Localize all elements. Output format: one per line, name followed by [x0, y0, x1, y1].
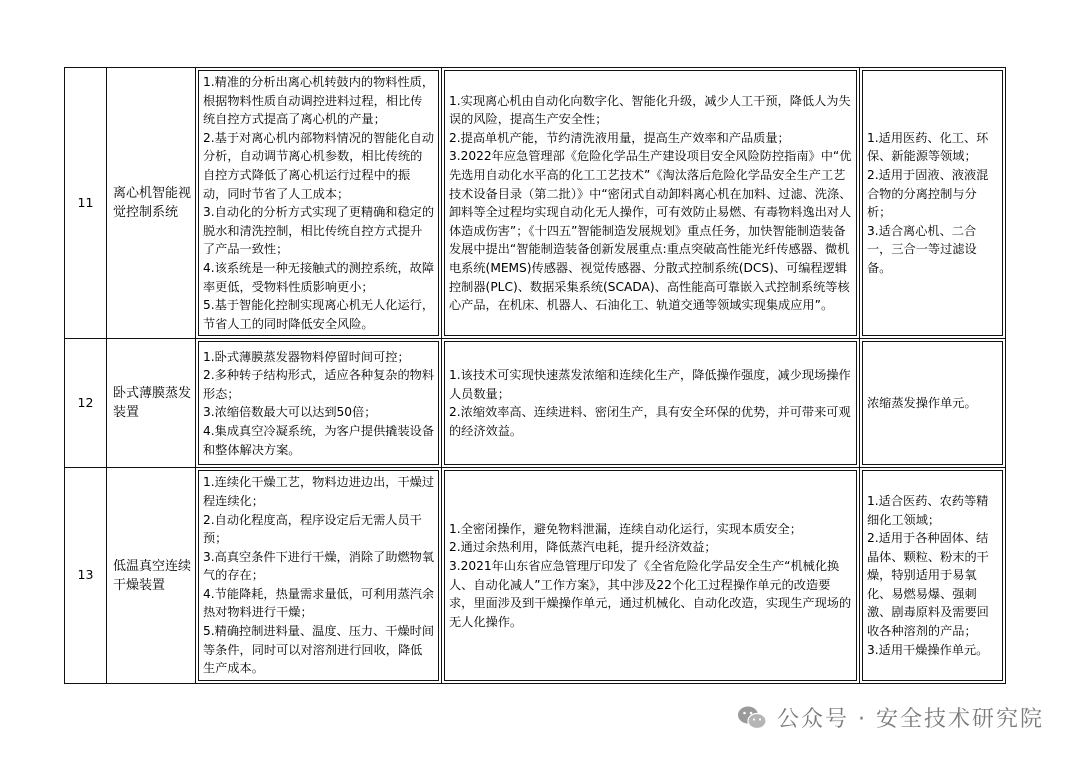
feature-line: 1.卧式薄膜蒸发器物料停留时间可控；	[203, 349, 410, 364]
advantage-cell	[442, 68, 860, 339]
feature-cell-frame	[198, 341, 439, 465]
technology-name: 低温真空连续干燥装置	[107, 468, 196, 684]
scope-cell	[860, 339, 1006, 468]
feature-line: 2.自动化程度高，程序设定后无需人员干预；	[203, 512, 422, 546]
feature-line: 3.高真空条件下进行干燥，消除了助燃物氧气的存在；	[203, 549, 435, 583]
scope-line: 3.适用干燥操作单元。	[867, 642, 989, 657]
scope-line: 2.适用于各种固体、结晶体、颗粒、粉末的干燥，特别适用于易氧化、易燃易爆、强刺激、剧毒原料及需要回收各种溶剂的产品；	[867, 531, 989, 639]
scope-line: 1.适用医药、化工、环保、新能源等领域；	[867, 130, 989, 164]
feature-line: 1.精准的分析出离心机转鼓内的物料性质，根据物料性质自动调控进料过程，相比传统自控方式提高了离心机的产量；	[203, 75, 435, 127]
advantage-line: 1.该技术可实现快速蒸发浓缩和连续化生产，降低操作强度，减少现场操作人员数量；	[449, 368, 851, 401]
advantage-line: 2.浓缩效率高、连续进料、密闭生产，具有安全环保的优势，并可带来可观的经济效益。	[449, 405, 851, 438]
feature-line: 4.节能降耗，热量需求量低，可利用蒸汽余热对物料进行干燥；	[203, 586, 435, 620]
scope-line: 1.适合医药、农药等精细化工领域；	[867, 493, 989, 527]
scope-cell	[860, 68, 1006, 339]
scope-cell-frame	[862, 70, 1003, 336]
row-number: 13	[65, 468, 107, 684]
row-number: 12	[65, 339, 107, 468]
scope-cell-frame	[862, 470, 1003, 681]
wechat-icon	[737, 705, 767, 731]
advantage-line: 1.全密闭操作，避免物料泄漏，连续自动化运行，实现本质安全；	[449, 521, 802, 536]
advantage-line: 2.提高单机产能，节约清洗液用量，提高生产效率和产品质量；	[449, 130, 790, 145]
feature-cell-frame	[198, 470, 439, 681]
feature-cell	[196, 339, 442, 468]
advantage-cell-frame	[444, 341, 857, 465]
watermark-text: 公众号 · 安全技术研究院	[777, 707, 1044, 732]
feature-cell	[196, 468, 442, 684]
feature-cell-frame	[198, 70, 439, 336]
table-row	[65, 68, 1006, 339]
feature-line: 4.该系统是一种无接触式的测控系统，故障率更低，受物料性质影响更小；	[203, 260, 435, 294]
scope-line: 3.适合离心机、二合一，三合一等过滤设备。	[867, 223, 977, 275]
scope-cell-frame	[862, 341, 1003, 465]
feature-line: 1.连续化干燥工艺，物料边进边出，干燥过程连续化；	[203, 475, 435, 508]
advantage-line: 1.实现离心机由自动化向数字化、智能化升级，减少人工干预，降低人为失误的风险，提高生产安全性；	[449, 93, 851, 127]
feature-line: 2.基于对离心机内部物料情况的智能化自动分析，自动调节离心机参数，相比传统的自控方式降低了离心机运行过程中的振动，同时节省了人工成本；	[203, 130, 435, 201]
technology-table	[64, 67, 1006, 684]
technology-name: 离心机智能视觉控制系统	[107, 68, 196, 339]
scope-line: 浓缩蒸发操作单元。	[867, 396, 977, 411]
feature-cell	[196, 68, 442, 339]
advantage-line: 3.2022年应急管理部《危险化学品生产建设项目安全风险防控指南》中“优先选用自动化水平高的化工工艺技术”《淘汰落后危险化学品安全生产工艺技术设备目录（第二批）》中“密闭式自动卸料离心机在加料、过滤、洗涤、卸料等全过程均实现自动化无人操作，可有效防止易燃、有毒物料逸出对人体造成伤害”；《十四五”智能制造发展规划》重点任务，加快智能制造装备发展中提出“智能制造装备创新发展重点:重点突破高性能光纤传感器、微机电系统(MEMS)传感器、视觉传感器、分散式控制系统(DCS)、可编程逻辑控制器(PLC)、数据采集系统(SCADA)、高性能高可靠嵌入式控制系统等核心产品，在机床、机器人、石油化工、轨道交通等领域实现集成应用”。	[449, 149, 852, 313]
row-number: 11	[65, 68, 107, 339]
feature-line: 3.自动化的分析方式实现了更精确和稳定的脱水和清洗控制，相比传统自控方式提升了产品一致性；	[203, 205, 435, 257]
table-row	[65, 468, 1006, 684]
scope-line: 2.适用于固液、液液混合物的分离控制与分析；	[867, 167, 989, 220]
advantage-cell	[442, 468, 860, 684]
feature-line: 4.集成真空冷凝系统，为客户提供撬装设备和整体解决方案。	[203, 423, 435, 457]
advantage-cell-frame	[444, 70, 857, 336]
feature-line: 5.基于智能化控制实现离心机无人化运行，节省人工的同时降低安全风险。	[203, 298, 435, 331]
technology-name: 卧式薄膜蒸发装置	[107, 339, 196, 468]
advantage-line: 2.通过余热利用，降低蒸汽电耗，提升经济效益；	[449, 540, 717, 555]
feature-line: 3.浓缩倍数最大可以达到50倍；	[203, 405, 377, 420]
feature-line: 5.精确控制进料量、温度、压力、干燥时间等条件，同时可以对溶剂进行回收，降低生产成本。	[203, 624, 435, 676]
table-row	[65, 339, 1006, 468]
advantage-line: 3.2021年山东省应急管理厅印发了《全省危险化学品安全生产“机械化换人、自动化减人”工作方案》，其中涉及22个化工过程操作单元的改造要求，里面涉及到干燥操作单元，通过机械化、自动化改造，实现生产现场的无人化操作。	[449, 558, 852, 629]
scope-cell	[860, 468, 1006, 684]
watermark	[737, 702, 1044, 733]
advantage-cell-frame	[444, 470, 857, 681]
advantage-cell	[442, 339, 860, 468]
feature-line: 2.多种转子结构形式，适应各种复杂的物料形态；	[203, 368, 435, 401]
